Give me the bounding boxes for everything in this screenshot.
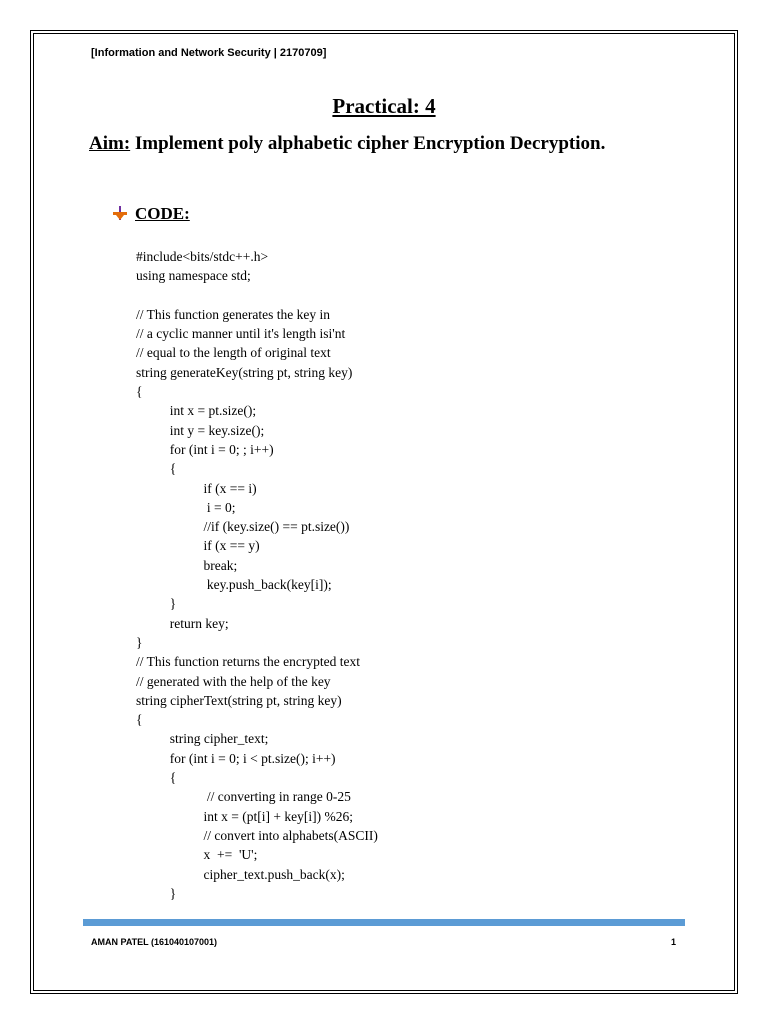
code-line: } [136, 885, 177, 901]
code-heading-label: CODE: [135, 204, 190, 223]
aim-statement [89, 133, 605, 155]
footer-author: AMAN PATEL (161040107001) [91, 937, 218, 947]
code-line: // converting in range 0-25 [136, 789, 351, 805]
code-line [136, 286, 378, 305]
code-line: int x = pt.size(); [136, 403, 257, 419]
code-line: // a cyclic manner until it's length isi'nt [136, 326, 346, 342]
code-line: for (int i = 0; i < pt.size(); i++) [136, 750, 336, 766]
code-line: { [136, 384, 143, 400]
code-line: if (x == y) [136, 538, 260, 554]
code-line: { [136, 770, 177, 786]
code-line: // This function generates the key in [136, 306, 330, 322]
page-header: [Information and Network Security | 2170709] [91, 47, 327, 59]
code-line: i = 0; [136, 499, 236, 515]
code-line: { [136, 712, 143, 728]
page-title [0, 94, 768, 119]
code-line: int x = (pt[i] + key[i]) %26; [136, 808, 353, 824]
code-line: string cipherText(string pt, string key) [136, 692, 342, 708]
code-line: x += 'U'; [136, 847, 258, 863]
code-line: int y = key.size(); [136, 422, 265, 438]
code-line: string generateKey(string pt, string key) [136, 364, 353, 380]
code-line: } [136, 596, 177, 612]
aim-text: Implement poly alphabetic cipher Encryption Decryption. [130, 133, 606, 154]
page-number: 1 [671, 937, 677, 947]
code-line: // convert into alphabets(ASCII) [136, 827, 378, 843]
aim-label: Aim: [89, 133, 131, 154]
code-line: cipher_text.push_back(x); [136, 866, 345, 882]
code-line: // generated with the help of the key [136, 673, 331, 689]
code-line: if (x == i) [136, 480, 257, 496]
code-line: { [136, 461, 177, 477]
practical-title: Practical: 4 [332, 94, 436, 118]
code-line: //if (key.size() == pt.size()) [136, 519, 350, 535]
code-line: key.push_back(key[i]); [136, 577, 332, 593]
code-line: // This function returns the encrypted text [136, 654, 360, 670]
code-line: // equal to the length of original text [136, 345, 331, 361]
arrow-bullet-icon [113, 206, 127, 220]
code-line: return key; [136, 615, 229, 631]
code-line: } [136, 634, 143, 650]
code-line: using namespace std; [136, 268, 251, 284]
code-line: break; [136, 557, 238, 573]
code-heading [113, 204, 190, 224]
code-line: for (int i = 0; ; i++) [136, 441, 274, 457]
footer-bar [83, 919, 685, 926]
code-block [136, 247, 378, 903]
code-line: string cipher_text; [136, 731, 269, 747]
code-line: #include<bits/stdc++.h> [136, 249, 269, 264]
